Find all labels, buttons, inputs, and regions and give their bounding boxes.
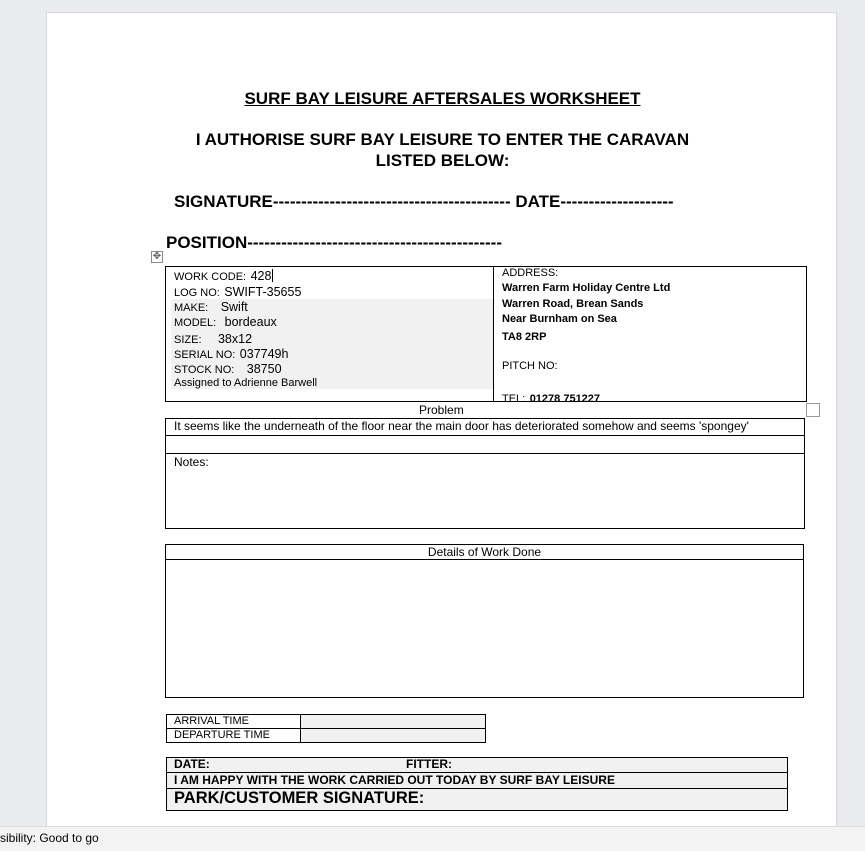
fitter-label: FITTER:: [406, 757, 452, 771]
serial-label: SERIAL NO:: [174, 349, 236, 361]
tel-label: TEL:: [502, 393, 526, 405]
position-line: POSITION---------------------------------------------: [166, 233, 502, 252]
problem-description[interactable]: It seems like the underneath of the floor near the main door has deteriorated somehow and seems 'spongey': [174, 419, 749, 433]
signature-date-line: SIGNATURE------------------------------------------ DATE--------------------: [174, 192, 674, 211]
stock-row: [174, 360, 282, 378]
problem-heading: Problem: [419, 403, 464, 417]
address-postcode[interactable]: TA8 2RP: [502, 331, 547, 343]
serial-value[interactable]: 037749h: [239, 347, 289, 361]
model-label: MODEL:: [174, 317, 217, 329]
problem-row-divider: [165, 435, 805, 436]
work-code-label: WORK CODE:: [174, 271, 247, 283]
departure-time-cell[interactable]: [301, 729, 485, 742]
pitch-no-label: PITCH NO:: [502, 360, 558, 372]
document-page[interactable]: [46, 12, 837, 842]
address-line-3[interactable]: Near Burnham on Sea: [502, 313, 617, 325]
size-value[interactable]: 38x12: [217, 332, 253, 346]
tel-row: [502, 389, 600, 407]
notes-label: Notes:: [174, 455, 209, 469]
table-add-row-icon[interactable]: [806, 403, 820, 417]
satisfaction-statement: I AM HAPPY WITH THE WORK CARRIED OUT TODAY BY SURF BAY LEISURE: [174, 773, 615, 787]
table-move-handle-icon[interactable]: ✥: [152, 251, 162, 262]
authorisation-line-2: LISTED BELOW:: [375, 151, 510, 170]
arrival-time-cell[interactable]: [301, 715, 485, 728]
work-done-body[interactable]: [166, 560, 803, 697]
model-value[interactable]: bordeaux: [224, 315, 277, 329]
text-cursor: [272, 269, 273, 282]
make-label: MAKE:: [174, 302, 209, 314]
status-bar: [0, 826, 865, 851]
stock-value[interactable]: 38750: [246, 362, 282, 376]
authorisation-line-1: I AUTHORISE SURF BAY LEISURE TO ENTER THE CARAVAN: [195, 130, 690, 149]
make-value[interactable]: Swift: [220, 300, 248, 314]
stock-label: STOCK NO:: [174, 364, 235, 376]
log-no-label: LOG NO:: [174, 287, 220, 299]
assigned-to[interactable]: Assigned to Adrienne Barwell: [174, 377, 318, 389]
customer-signature-label: PARK/CUSTOMER SIGNATURE:: [174, 789, 425, 807]
departure-time-label: DEPARTURE TIME: [174, 729, 270, 741]
worksheet-title: SURF BAY LEISURE AFTERSALES WORKSHEET: [244, 89, 641, 108]
accessibility-status[interactable]: sibility: Good to go: [0, 831, 99, 845]
size-label: SIZE:: [174, 334, 202, 346]
date-label: DATE:: [174, 757, 210, 771]
work-done-heading: Details of Work Done: [427, 545, 542, 559]
arrival-time-label: ARRIVAL TIME: [174, 715, 249, 727]
address-label: ADDRESS:: [502, 267, 559, 279]
authorisation-statement: [47, 129, 838, 171]
notes-row-divider: [165, 453, 805, 454]
log-no-value[interactable]: SWIFT-35655: [224, 285, 302, 299]
address-line-2[interactable]: Warren Road, Brean Sands: [502, 298, 644, 310]
model-row: [174, 313, 277, 331]
table-column-divider: [493, 266, 494, 402]
address-line-1[interactable]: Warren Farm Holiday Centre Ltd: [502, 282, 671, 294]
work-code-value[interactable]: 428: [250, 269, 272, 283]
tel-value[interactable]: 01278 751227: [529, 393, 601, 405]
